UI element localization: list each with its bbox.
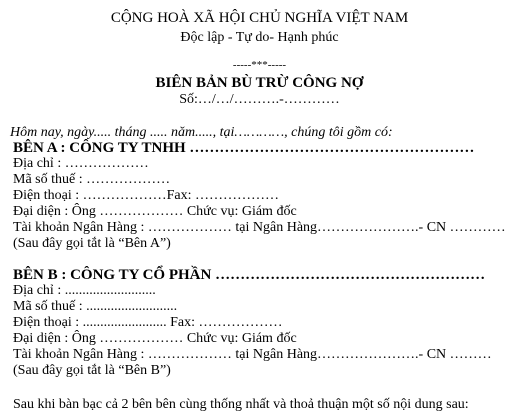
motto: Độc lập - Tự do- Hạnh phúc [180, 30, 339, 45]
party-b-representative: Đại diện : Ông ……………… Chức vụ: Giám đốc [13, 331, 297, 346]
party-a-bank-account: Tài khoản Ngân Hàng : ……………… tại Ngân Hàng………………….- CN ………… [13, 220, 506, 235]
party-a-hereinafter: (Sau đây gọi tắt là “Bên A”) [13, 236, 171, 251]
national-title: CỘNG HOÀ XÃ HỘI CHỦ NGHĨA VIỆT NAM [110, 10, 409, 26]
party-b-bank-account: Tài khoản Ngân Hàng : ……………… tại Ngân Hàng………………….- CN ……… [13, 347, 492, 362]
party-b-phone-fax: Điện thoại : ........................ Fax: ……………… [13, 315, 283, 330]
party-a-heading: BÊN A : CÔNG TY TNHH ………………………………………………… [13, 140, 475, 156]
party-a-phone-fax: Điện thoại : ………………Fax: ……………… [13, 188, 279, 203]
party-a-representative: Đại diện : Ông ……………… Chức vụ: Giám đốc [13, 204, 297, 219]
party-b-address: Địa chỉ : .......................... [13, 283, 156, 298]
party-a-address: Địa chỉ : ……………… [13, 156, 149, 171]
party-b-tax-code: Mã số thuế : .......................... [13, 299, 178, 314]
party-b-hereinafter: (Sau đây gọi tắt là “Bên B”) [13, 363, 171, 378]
party-b-heading: BÊN B : CÔNG TY CỔ PHẦN ……………………………………………… [13, 267, 486, 283]
intro-line: Hôm nay, ngày..... tháng ..... năm....., tại…………, chúng tôi gồm có: [10, 125, 393, 140]
divider: -----***----- [232, 59, 287, 71]
party-a-tax-code: Mã số thuế : ……………… [13, 172, 171, 187]
document-title: BIÊN BẢN BÙ TRỪ CÔNG NỢ [155, 75, 364, 91]
document-number: Số:…/…/……….-………… [179, 92, 340, 107]
closing-line: Sau khi bàn bạc cả 2 bên bên cùng thống nhất và thoả thuận một số nội dung sau: [13, 397, 469, 412]
